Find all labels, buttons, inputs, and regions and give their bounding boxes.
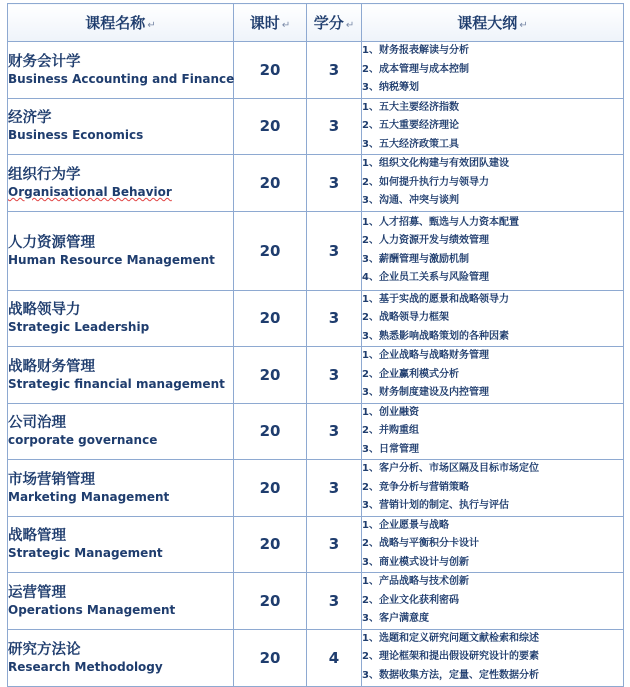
course-name-zh: 战略领导力 (8, 302, 81, 319)
course-credits: 3 (328, 591, 340, 610)
course-name-zh: 战略管理 (8, 528, 66, 545)
course-hours: 20 (259, 173, 281, 192)
course-syllabus-cell (362, 347, 624, 404)
course-row (8, 403, 624, 460)
course-row (8, 211, 624, 290)
course-credits: 3 (328, 478, 340, 497)
course-hours: 20 (259, 309, 281, 328)
course-name-en: Strategic financial management (8, 376, 225, 391)
course-hours-cell (234, 403, 307, 460)
course-credits: 3 (328, 117, 340, 136)
course-hours-cell (234, 573, 307, 630)
course-hours-cell (234, 211, 307, 290)
course-row (8, 573, 624, 630)
course-row (8, 460, 624, 517)
header-credits-text: 学分 (313, 14, 344, 32)
course-hours: 20 (259, 535, 281, 554)
syllabus-item: 3、数据收集方法，定量、定性数据分析 (362, 669, 539, 681)
syllabus-item: 1、财务报表解读与分析 (362, 45, 469, 56)
course-name-cell (8, 629, 234, 686)
syllabus-item: 2、如何提升执行力与领导力 (362, 176, 489, 188)
course-name-cell (8, 347, 234, 404)
course-name-zh: 财务会计学 (8, 53, 81, 70)
course-name-cell (8, 155, 234, 212)
syllabus-item: 3、五大经济政策工具 (362, 138, 459, 150)
course-name-en: Human Resource Management (8, 252, 215, 267)
syllabus-item: 3、沟通、冲突与谈判 (362, 195, 459, 206)
syllabus-item: 1、人才招募、甄选与人力资本配置 (362, 216, 519, 228)
course-name-cell (8, 42, 234, 99)
course-name-en: Business Economics (8, 128, 144, 143)
course-hours: 20 (259, 241, 281, 260)
syllabus-item: 3、商业模式设计与创新 (362, 556, 469, 568)
course-row (8, 290, 624, 347)
syllabus-item: 1、产品战略与技术创新 (362, 576, 469, 587)
course-name-en: Strategic Management (8, 546, 163, 561)
course-syllabus-cell (362, 290, 624, 347)
course-name-zh: 运营管理 (8, 584, 66, 601)
course-name-zh: 经济学 (8, 110, 52, 127)
syllabus-item: 2、人力资源开发与绩效管理 (362, 235, 489, 246)
course-hours: 20 (259, 365, 281, 384)
course-credits: 3 (328, 422, 340, 441)
course-hours-cell (234, 629, 307, 686)
course-hours: 20 (259, 60, 281, 79)
syllabus-item: 2、并购重组 (362, 425, 419, 436)
course-hours-cell (234, 290, 307, 347)
course-credits-cell (307, 98, 362, 155)
course-credits: 3 (328, 241, 340, 260)
course-credits-cell (307, 290, 362, 347)
course-row (8, 516, 624, 573)
course-syllabus-cell (362, 98, 624, 155)
course-name-zh: 组织行为学 (8, 166, 81, 183)
course-credits: 3 (328, 535, 340, 554)
course-row (8, 98, 624, 155)
course-syllabus-cell (362, 155, 624, 212)
course-credits: 3 (328, 173, 340, 192)
syllabus-item: 2、成本管理与成本控制 (362, 63, 469, 75)
course-name-en: corporate governance (8, 433, 158, 448)
course-hours: 20 (259, 478, 281, 497)
syllabus-item: 3、纳税筹划 (362, 82, 419, 93)
course-row (8, 42, 624, 99)
syllabus-item: 1、基于实战的愿景和战略领导力 (362, 293, 509, 305)
course-hours-cell (234, 98, 307, 155)
course-name-en: Research Methodology (8, 659, 163, 674)
course-syllabus-cell (362, 629, 624, 686)
course-name-en: Operations Management (8, 602, 176, 617)
syllabus-item: 1、企业战略与战略财务管理 (362, 350, 489, 361)
course-credits-cell (307, 629, 362, 686)
course-hours-cell (234, 347, 307, 404)
syllabus-item: 1、五大主要经济指数 (362, 101, 459, 113)
course-name-cell (8, 573, 234, 630)
syllabus-item: 2、企业文化获利密码 (362, 594, 459, 606)
course-hours-cell (234, 516, 307, 573)
course-row (8, 155, 624, 212)
header-hours-text: 课时 (249, 14, 280, 32)
course-credits: 3 (328, 365, 340, 384)
course-syllabus-cell (362, 573, 624, 630)
course-name-cell (8, 516, 234, 573)
syllabus-item: 2、战略领导力框架 (362, 312, 449, 323)
course-credits-cell (307, 403, 362, 460)
course-hours-cell (234, 42, 307, 99)
course-name-cell (8, 460, 234, 517)
syllabus-item: 3、营销计划的制定、执行与评估 (362, 500, 509, 511)
course-name-en: Strategic Leadership (8, 320, 150, 335)
course-credits-cell (307, 460, 362, 517)
syllabus-item: 2、战略与平衡积分卡设计 (362, 538, 479, 549)
course-table (7, 3, 624, 687)
syllabus-item: 3、客户满意度 (362, 613, 429, 624)
syllabus-item: 2、企业赢利模式分析 (362, 368, 459, 380)
course-credits: 3 (328, 60, 340, 79)
syllabus-item: 1、创业融资 (362, 406, 419, 418)
course-credits-cell (307, 347, 362, 404)
syllabus-item: 2、五大重要经济理论 (362, 120, 459, 131)
course-syllabus-cell (362, 516, 624, 573)
header-syllabus: 课程大纲 ↵ (362, 4, 624, 42)
course-name-en: Organisational Behavior (8, 184, 172, 199)
course-hours: 20 (259, 422, 281, 441)
course-syllabus-cell (362, 460, 624, 517)
syllabus-item: 2、理论框架和提出假设研究设计的要素 (362, 651, 539, 663)
course-name-cell (8, 98, 234, 155)
header-course-name: 课程名称 ↵ (8, 4, 234, 42)
syllabus-item: 3、熟悉影响战略策划的各种因素 (362, 330, 509, 342)
course-credits-cell (307, 155, 362, 212)
course-name-en: Marketing Management (8, 489, 170, 504)
course-name-zh: 市场营销管理 (8, 471, 95, 488)
header-hours: 课时 ↵ (234, 4, 307, 42)
syllabus-item: 2、竞争分析与营销策略 (362, 481, 469, 493)
course-row (8, 347, 624, 404)
course-credits: 4 (328, 648, 340, 667)
header-course-name-text: 课程名称 (85, 14, 146, 32)
syllabus-item: 3、薪酬管理与激励机制 (362, 253, 469, 265)
syllabus-item: 3、财务制度建设及内控管理 (362, 387, 489, 398)
syllabus-item: 1、客户分析、市场区隔及目标市场定位 (362, 463, 539, 474)
course-row (8, 629, 624, 686)
course-name-cell (8, 403, 234, 460)
syllabus-item: 4、企业员工关系与风险管理 (362, 272, 489, 283)
course-hours: 20 (259, 117, 281, 136)
course-name-cell (8, 211, 234, 290)
course-name-zh: 公司治理 (8, 415, 66, 432)
course-credits-cell (307, 211, 362, 290)
course-syllabus-cell (362, 211, 624, 290)
course-credits: 3 (328, 309, 340, 328)
syllabus-item: 3、日常管理 (362, 443, 419, 455)
course-hours: 20 (259, 648, 281, 667)
course-credits-cell (307, 516, 362, 573)
course-syllabus-cell (362, 403, 624, 460)
course-name-cell (8, 290, 234, 347)
syllabus-item: 1、组织文化构建与有效团队建设 (362, 158, 509, 169)
course-syllabus-cell (362, 42, 624, 99)
course-name-zh: 人力资源管理 (8, 234, 95, 251)
header-syllabus-text: 课程大纲 (457, 14, 518, 32)
course-hours: 20 (259, 591, 281, 610)
header-row (8, 4, 624, 42)
course-name-en: Business Accounting and Finance (8, 71, 235, 86)
course-table-body (8, 42, 624, 687)
course-credits-cell (307, 573, 362, 630)
course-hours-cell (234, 460, 307, 517)
course-name-zh: 战略财务管理 (8, 358, 95, 375)
course-credits-cell (307, 42, 362, 99)
syllabus-item: 1、企业愿景与战略 (362, 519, 449, 531)
course-name-zh: 研究方法论 (8, 641, 81, 658)
syllabus-item: 1、选题和定义研究问题文献检索和综述 (362, 632, 539, 644)
course-hours-cell (234, 155, 307, 212)
header-credits: 学分 ↵ (307, 4, 362, 42)
